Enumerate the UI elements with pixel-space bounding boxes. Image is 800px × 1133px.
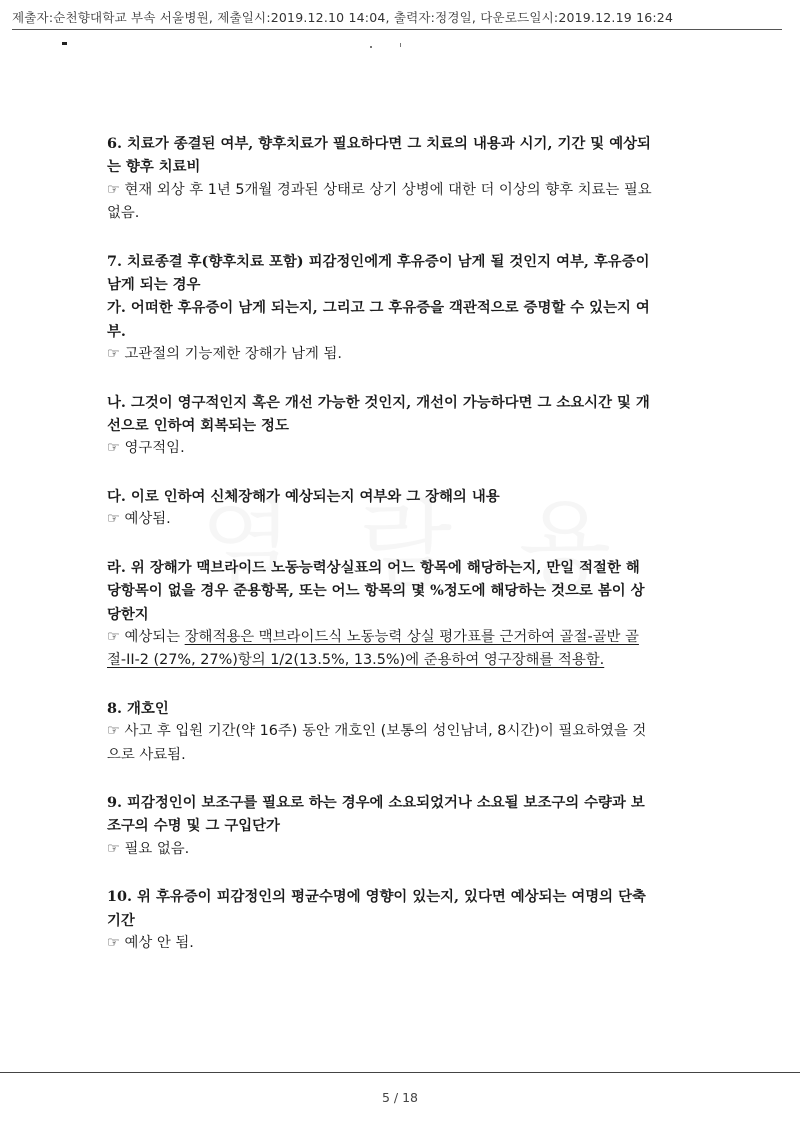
scan-specks [0,0,800,80]
answer-text: ☞ 예상됨. [107,511,171,528]
sub-question-text: 가. 어떠한 후유증이 남게 되는지, 그리고 그 후유증을 객관적으로 증명할 수 있는지 여부. [107,299,650,340]
answer-text [107,626,652,673]
bottom-rule [0,1072,800,1073]
answer-prefix: ☞ 예상되는 [107,628,185,645]
question-text: 10. 위 후유증이 피감정인의 평균수명에 영향이 있는지, 있다면 예상되는 여명의 단축기간 [107,888,646,929]
section-10 [107,885,652,955]
answer-text: ☞ 사고 후 입원 기간(약 16주) 동안 개호인 (보통의 성인남녀, 8시간)이 필요하였을 것으로 사료됨. [107,723,647,763]
section-9 [107,791,652,861]
answer-text: ☞ 현재 외상 후 1년 5개월 경과된 상태로 상기 상병에 대한 더 이상의 향후 치료는 필요 없음. [107,181,652,222]
answer-text: ☞ 영구적임. [107,440,185,457]
section-8 [107,697,652,767]
question-text: 7. 치료종결 후(향후치료 포함) 피감정인에게 후유증이 남게 될 것인지 여부, 후유증이 남게 되는 경우 [107,252,650,294]
question-text: 8. 개호인 [107,699,169,717]
section-7-ra [107,556,652,673]
question-text: 9. 피감정인이 보조구를 필요로 하는 경우에 소요되었거나 소요될 보조구의 수량과 보조구의 수명 및 그 구입단가 [107,793,645,835]
section-6 [107,132,652,226]
question-text: 다. 이로 인하여 신체장해가 예상되는지 여부와 그 장해의 내용 [107,487,500,505]
section-7-na [107,391,652,461]
document-header: 제출자:순천향대학교 부속 서울병원, 제출일시:2019.12.10 14:04, 출력자:정경일, 다운로드일시:2019.12.19 16:24 [12,8,782,30]
question-text: 6. 치료가 종결된 여부, 향후치료가 필요하다면 그 치료의 내용과 시기, 기간 및 예상되는 향후 치료비 [107,135,651,176]
answer-text: ☞ 고관절의 기능제한 장해가 남게 됨. [107,346,342,363]
answer-text: ☞ 필요 없음. [107,840,190,857]
answer-underlined: 장해적용은 맥브라이드식 노동능력 상실 평가표를 근거하여 골절-골반 골절-II-2 (27%, 27%)항의 1/2(13.5%, 13.5%)에 준용하여 영구장해를 적용함. [107,628,639,669]
section-7 [107,250,652,367]
question-text: 나. 그것이 영구적인지 혹은 개선 가능한 것인지, 개선이 가능하다면 그 소요시간 및 개선으로 인하여 회복되는 정도 [107,393,650,435]
page-number: 5 / 18 [381,1090,419,1105]
section-7-da [107,485,652,532]
document-body [107,132,652,979]
answer-text: ☞ 예상 안 됨. [107,934,194,951]
question-text: 라. 위 장해가 맥브라이드 노동능력상실표의 어느 항목에 해당하는지, 만일 적절한 해당항목이 없을 경우 준용항목, 또는 어느 항목의 몇 %정도에 해당하는 것으로 봄이 상당한지 [107,558,645,623]
